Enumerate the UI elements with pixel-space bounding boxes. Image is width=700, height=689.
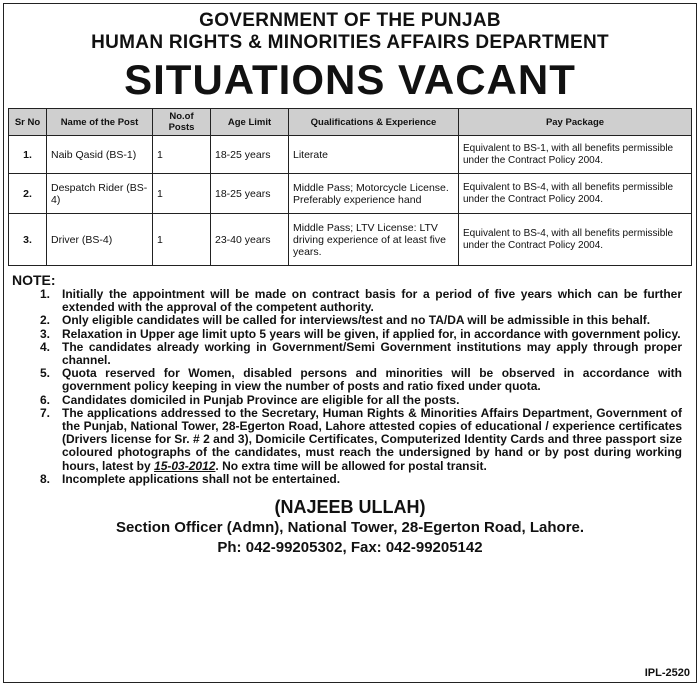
note-number: 5. bbox=[40, 366, 51, 381]
note-number: 3. bbox=[40, 326, 51, 341]
contact-numbers: Ph: 042-99205302, Fax: 042-99205142 bbox=[217, 539, 483, 557]
department-government-line: GOVERNMENT OF THE PUNJAB bbox=[199, 10, 501, 31]
col-header-posts: No.of Posts bbox=[153, 109, 211, 136]
signatory-designation: Section Officer (Admn), National Tower, 28-Egerton Road, Lahore. bbox=[115, 519, 585, 537]
note-text: Quota reserved for Women, disabled persons and minorities will be observed in accordance with government policy keeping in view the number of posts and ratio fixed under quota. bbox=[62, 366, 682, 394]
cell-post: Driver (BS-4) bbox=[47, 214, 153, 266]
cell-qualification: Middle Pass; LTV License: LTV driving experience of at least five years. bbox=[289, 214, 459, 266]
notes-heading: NOTE: bbox=[12, 272, 56, 288]
note-number: 4. bbox=[40, 339, 51, 354]
list-item bbox=[4, 473, 682, 486]
note-number: 7. bbox=[40, 405, 51, 420]
table-row bbox=[9, 174, 692, 214]
col-header-pay: Pay Package bbox=[459, 109, 692, 136]
list-item bbox=[4, 288, 682, 314]
cell-sr: 2. bbox=[9, 174, 47, 214]
cell-age: 18-25 years bbox=[211, 174, 289, 214]
note-number: 2. bbox=[40, 313, 51, 328]
cell-post: Despatch Rider (BS-4) bbox=[47, 174, 153, 214]
list-item bbox=[4, 341, 682, 367]
cell-sr: 1. bbox=[9, 136, 47, 174]
signatory-name: (NAJEEB ULLAH) bbox=[274, 497, 426, 518]
note-number: 1. bbox=[40, 287, 51, 301]
page-title: SITUATIONS VACANT bbox=[124, 56, 576, 103]
table-row bbox=[9, 136, 692, 174]
deadline-date: 15-03-2012 bbox=[154, 458, 216, 473]
advertisement bbox=[3, 3, 697, 683]
list-item bbox=[4, 407, 682, 473]
note-text: Only eligible candidates will be called for interviews/test and no TA/DA will be admissible in this behalf. bbox=[62, 313, 651, 328]
notes-list bbox=[4, 288, 696, 486]
cell-age: 23-40 years bbox=[211, 214, 289, 266]
cell-post: Naib Qasid (BS-1) bbox=[47, 136, 153, 174]
note-text: Relaxation in Upper age limit upto 5 years will be given, if applied for, in accordance with government policy. bbox=[62, 326, 681, 341]
note-text: Initially the appointment will be made on contract basis for a period of five years which can be further extended with the approval of the competent authority. bbox=[62, 287, 682, 315]
col-header-sr: Sr No bbox=[9, 109, 47, 136]
table-row bbox=[9, 214, 692, 266]
cell-qualification: Literate bbox=[289, 136, 459, 174]
cell-qualification: Middle Pass; Motorcycle License. Preferably experience hand bbox=[289, 174, 459, 214]
ad-code: IPL-2520 bbox=[644, 667, 690, 679]
cell-pay: Equivalent to BS-4, with all benefits permissible under the Contract Policy 2004. bbox=[459, 174, 692, 214]
note-text: The candidates already working in Government/Semi Government institutions may apply through proper channel. bbox=[62, 339, 682, 368]
col-header-qualifications: Qualifications & Experience bbox=[289, 109, 459, 136]
col-header-post: Name of the Post bbox=[47, 109, 153, 136]
cell-posts: 1 bbox=[153, 174, 211, 214]
cell-posts: 1 bbox=[153, 136, 211, 174]
signature-block bbox=[4, 496, 696, 558]
note-text: Candidates domiciled in Punjab Province are eligible for all the posts. bbox=[62, 392, 460, 407]
cell-pay: Equivalent to BS-1, with all benefits permissible under the Contract Policy 2004. bbox=[459, 136, 692, 174]
cell-pay: Equivalent to BS-4, with all benefits permissible under the Contract Policy 2004. bbox=[459, 214, 692, 266]
col-header-age: Age Limit bbox=[211, 109, 289, 136]
note-number: 8. bbox=[40, 471, 51, 486]
note-text: Incomplete applications shall not be entertained. bbox=[62, 471, 341, 486]
list-item bbox=[4, 367, 682, 393]
note-number: 6. bbox=[40, 392, 51, 407]
department-name: HUMAN RIGHTS & MINORITIES AFFAIRS DEPARTMENT bbox=[91, 32, 609, 53]
cell-sr: 3. bbox=[9, 214, 47, 266]
note-text-tail: . No extra time will be allowed for postal transit. bbox=[215, 458, 487, 473]
cell-posts: 1 bbox=[153, 214, 211, 266]
note-text: The applications addressed to the Secretary, Human Rights & Minorities Affairs Department, Government of the Punjab, National Tower, 28-Egerton Road, Lahore attested copies of educational / experience certificates (Drivers license for Sr. # 2 and 3), Domicile Certificates, Computerized Identity Cards and three passport size coloured photographs of the candidates, must reach the undersigned by hand or by post during working hours, latest by bbox=[62, 405, 682, 473]
table-header-row bbox=[9, 109, 692, 136]
cell-age: 18-25 years bbox=[211, 136, 289, 174]
vacancy-table bbox=[8, 108, 692, 266]
